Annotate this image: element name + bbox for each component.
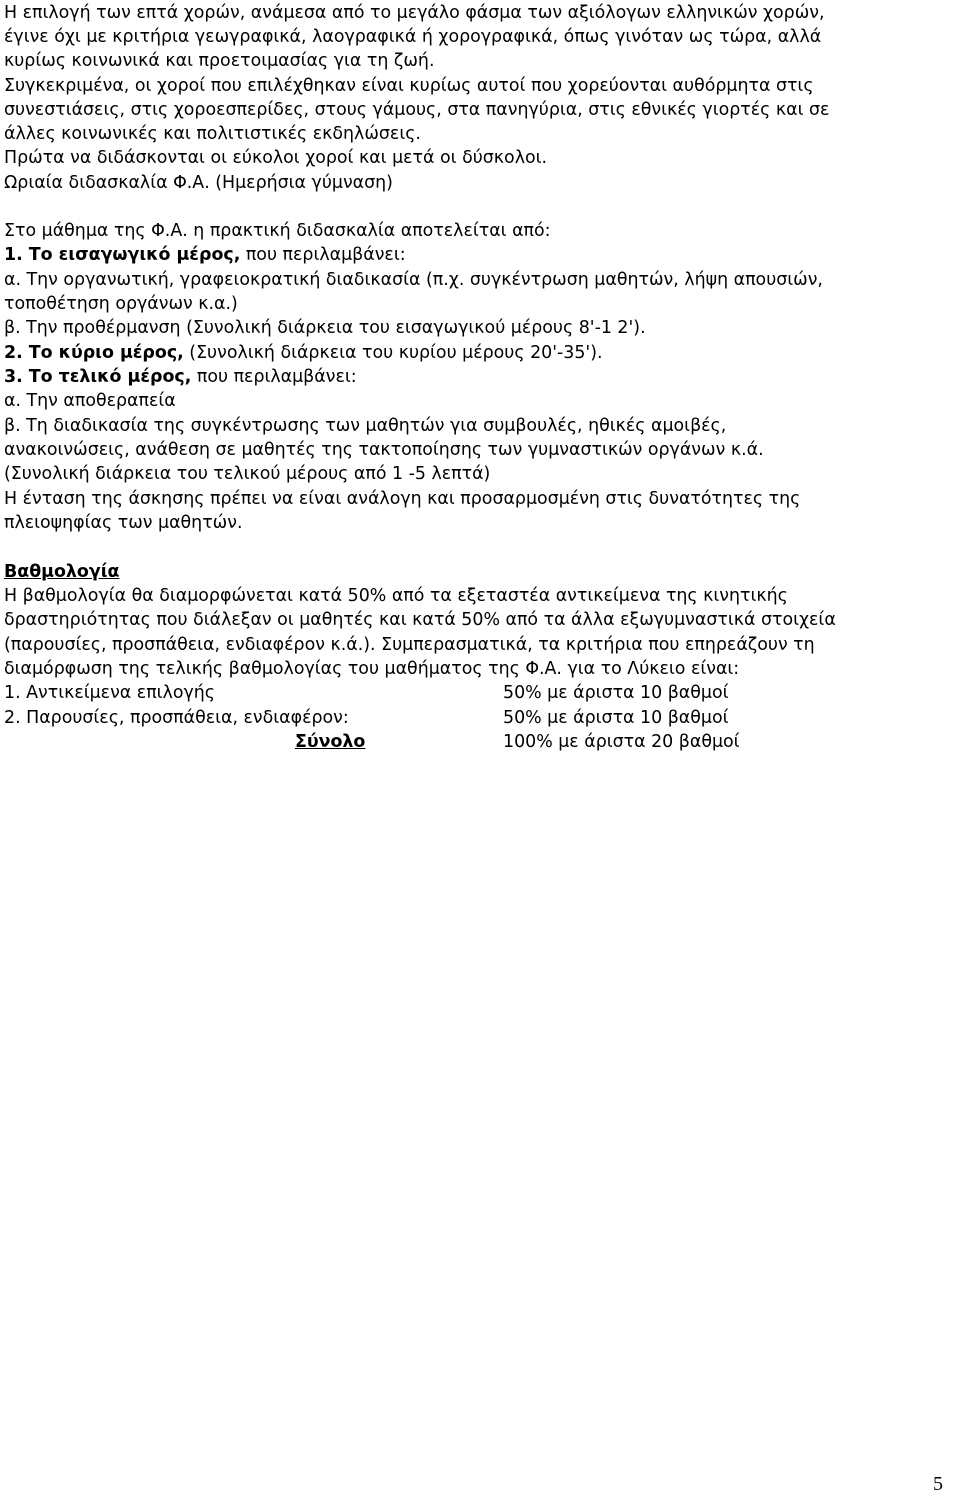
grading-title [4, 560, 119, 584]
intensity-line: Η ένταση της άσκησης πρέπει να είναι ανάλογη και προσαρμοσμένη στις δυνατότητες της [4, 489, 801, 509]
grading-line: διαμόρφωση της τελικής βαθμολογίας του μαθήματος της Φ.Α. για το Λύκειο είναι: [4, 659, 740, 679]
intro-line: άλλες κοινωνικές και πολιτιστικές εκδηλώσεις. [4, 124, 421, 144]
grading-line: (παρουσίες, προσπάθεια, ενδιαφέρον κ.ά.). Συμπερασματικά, τα κριτήρια που επηρεάζουν τη [4, 635, 815, 655]
intro-line: Η επιλογή των επτά χορών, ανάμεσα από το μεγάλο φάσμα των αξιόλογων ελληνικών χορών, [4, 3, 825, 23]
grading-row-value: 50% με άριστα 10 βαθμοί [503, 708, 729, 728]
intro-line: έγινε όχι με κριτήρια γεωγραφικά, λαογραφικά ή χορογραφικά, όπως γινόταν ως τώρα, αλλά [4, 27, 822, 47]
part-1-item-b: β. Την προθέρμανση (Συνολική διάρκεια του εισαγωγικού μέρους 8'-1 2'). [4, 318, 646, 338]
lesson-part-2 [4, 341, 603, 365]
intro-line: συνεστιάσεις, στις χοροεσπερίδες, στους γάμους, στα πανηγύρια, στις εθνικές γιορτές και σε [4, 100, 830, 120]
lesson-heading: Στο μάθημα της Φ.Α. η πρακτική διδασκαλία αποτελείται από: [4, 221, 551, 241]
grading-row [4, 706, 956, 730]
part-1-title: 1. Το εισαγωγικό μέρος, [4, 245, 241, 265]
lesson-part-3 [4, 365, 357, 389]
intro-line: Ωριαία διδασκαλία Φ.Α. (Ημερήσια γύμναση) [4, 173, 393, 193]
part-2-title: 2. Το κύριο μέρος, [4, 343, 184, 363]
intensity-line: πλειοψηφίας των μαθητών. [4, 513, 243, 533]
part-1-rest: που περιλαμβάνει: [240, 245, 406, 265]
lesson-part-1 [4, 243, 406, 267]
part-3-item-a: α. Την αποθεραπεία [4, 391, 176, 411]
grading-row-label: 2. Παρουσίες, προσπάθεια, ενδιαφέρον: [4, 708, 349, 728]
intro-line: Πρώτα να διδάσκονται οι εύκολοι χοροί και μετά οι δύσκολοι. [4, 148, 548, 168]
grading-line: Η βαθμολογία θα διαμορφώνεται κατά 50% από τα εξεταστέα αντικείμενα της κινητικής [4, 586, 788, 606]
part-3-title: 3. Το τελικό μέρος, [4, 367, 192, 387]
page-number: 5 [933, 1473, 943, 1495]
part-1-item-a-cont: τοποθέτηση οργάνων κ.α.) [4, 294, 238, 314]
grading-total-row [4, 730, 956, 754]
grading-total-value: 100% με άριστα 20 βαθμοί [503, 732, 740, 752]
grading-total-label: Σύνολο [295, 732, 366, 752]
grading-row-value: 50% με άριστα 10 βαθμοί [503, 683, 729, 703]
intro-line: κυρίως κοινωνικά και προετοιμασίας για τη ζωή. [4, 51, 435, 71]
part-1-item-a: α. Την οργανωτική, γραφειοκρατική διαδικασία (π.χ. συγκέντρωση μαθητών, λήψη απουσιών, [4, 270, 823, 290]
grading-line: δραστηριότητας που διάλεξαν οι μαθητές και κατά 50% από τα άλλα εξωγυμναστικά στοιχεία [4, 610, 836, 630]
intro-line: Συγκεκριμένα, οι χοροί που επιλέχθηκαν είναι κυρίως αυτοί που χορεύονται αυθόρμητα στις [4, 76, 814, 96]
part-3-item-b: β. Τη διαδικασία της συγκέντρωσης των μαθητών για συμβουλές, ηθικές αμοιβές, [4, 416, 727, 436]
grading-row-label: 1. Αντικείμενα επιλογής [4, 683, 215, 703]
part-3-duration: (Συνολική διάρκεια του τελικού μέρους από 1 -5 λεπτά) [4, 464, 491, 484]
grading-row [4, 681, 956, 705]
part-2-rest: (Συνολική διάρκεια του κυρίου μέρους 20'-35'). [183, 343, 603, 363]
part-3-item-b-cont: ανακοινώσεις, ανάθεση σε μαθητές της τακτοποίησης των γυμναστικών οργάνων κ.ά. [4, 440, 764, 460]
part-3-rest: που περιλαμβάνει: [191, 367, 357, 387]
grading-title-text: Βαθμολογία [4, 562, 120, 582]
